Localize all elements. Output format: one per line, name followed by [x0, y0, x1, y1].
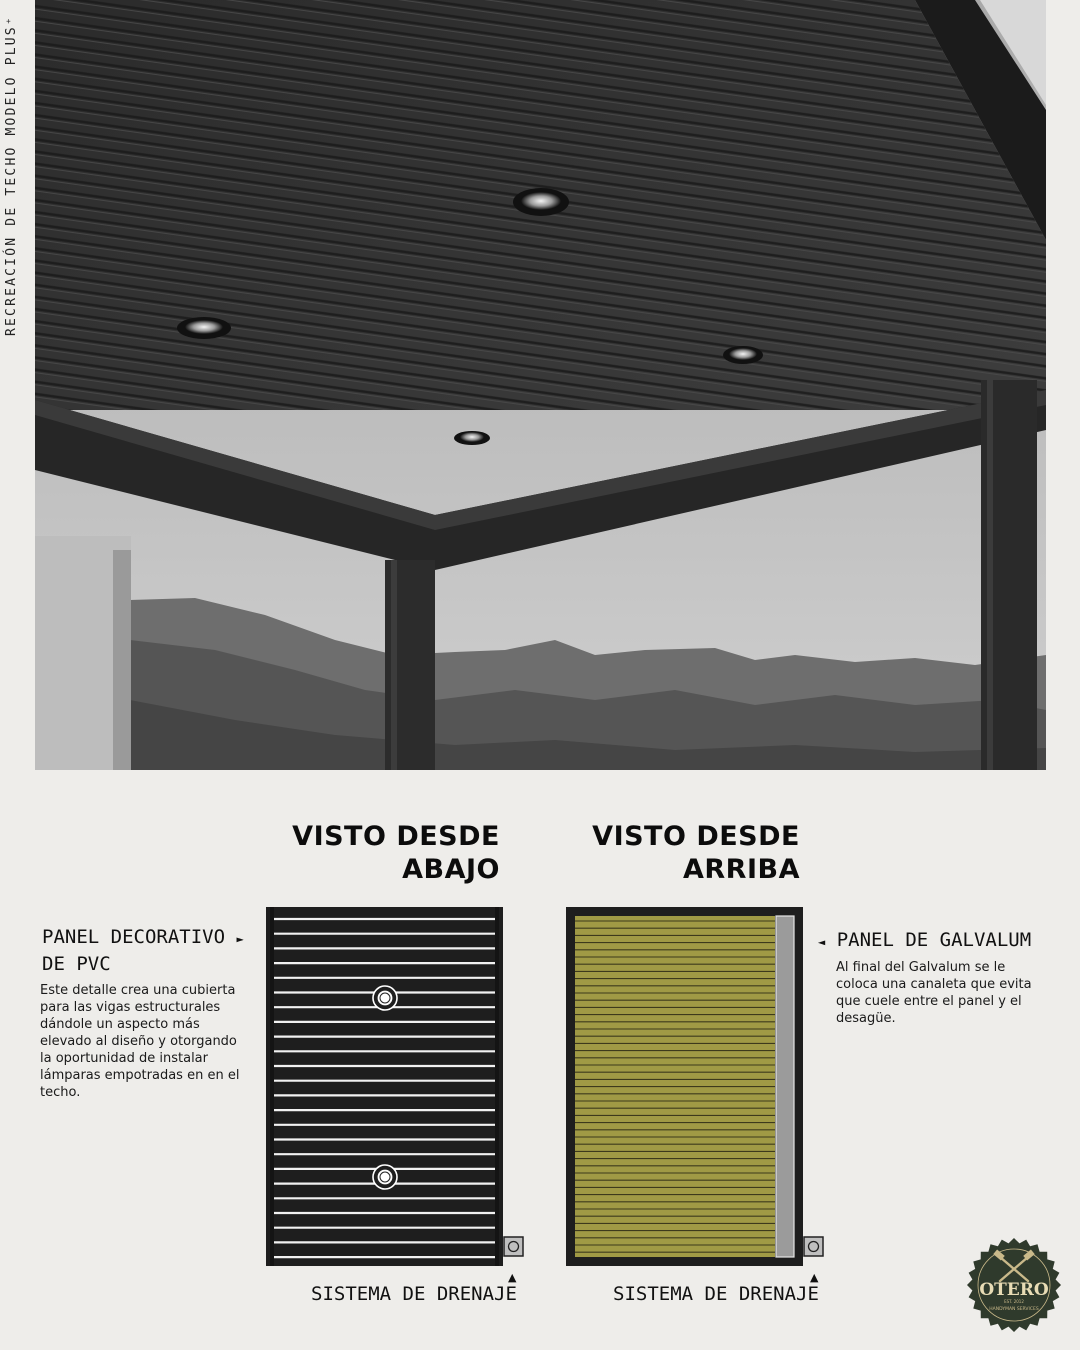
title-line-1: VISTO DESDE — [292, 821, 500, 852]
logo-est: EST. 2012 — [1004, 1299, 1024, 1304]
gutter-channel — [776, 916, 794, 1257]
left-arrow-icon: ◄ — [818, 935, 826, 949]
pvc-label-line-2: DE PVC — [42, 953, 111, 975]
recessed-lamp-icon — [373, 986, 397, 1010]
otero-logo — [966, 1237, 1062, 1333]
galvalum-panel-label — [818, 929, 1031, 951]
right-arrow-icon: ► — [236, 932, 244, 946]
drain-label-left: SISTEMA DE DRENAJE — [311, 1283, 517, 1305]
logo-name: OTERO — [979, 1280, 1049, 1300]
logo-tagline: HANDYMAN SERVICES — [989, 1307, 1039, 1312]
recessed-lamp-icon — [373, 1165, 397, 1189]
title-visto-desde-arriba — [580, 820, 800, 886]
pvc-description: Este detalle crea una cubierta para las vigas estructurales dándole un aspecto más elevado al diseño y otorgando la oportunidad de instalar lámparas empotradas en en el techo. — [40, 983, 240, 1100]
title-line-1: VISTO DESDE — [592, 821, 800, 852]
diagram-view-above — [566, 907, 826, 1269]
vertical-side-label: RECREACIÓN DE TECHO MODELO PLUS⁺ — [4, 15, 19, 336]
diagram-view-below — [266, 907, 526, 1269]
title-line-2: ARRIBA — [683, 854, 800, 885]
title-line-2: ABAJO — [402, 854, 500, 885]
up-arrow-icon: ▲ — [810, 1271, 819, 1284]
ceiling-photo — [35, 0, 1046, 770]
up-arrow-icon: ▲ — [508, 1271, 517, 1284]
pvc-label-line-1: PANEL DECORATIVO — [42, 926, 226, 948]
galvalum-description: Al final del Galvalum se le coloca una canaleta que evita que cuele entre el panel y el desagüe. — [836, 960, 1032, 1026]
drain-box-icon — [504, 1237, 523, 1256]
title-visto-desde-abajo — [280, 820, 500, 886]
galvalum-label-text: PANEL DE GALVALUM — [836, 929, 1032, 951]
drain-box-icon — [804, 1237, 823, 1256]
drain-label-right: SISTEMA DE DRENAJE — [613, 1283, 819, 1305]
pvc-panel-label — [42, 926, 244, 948]
